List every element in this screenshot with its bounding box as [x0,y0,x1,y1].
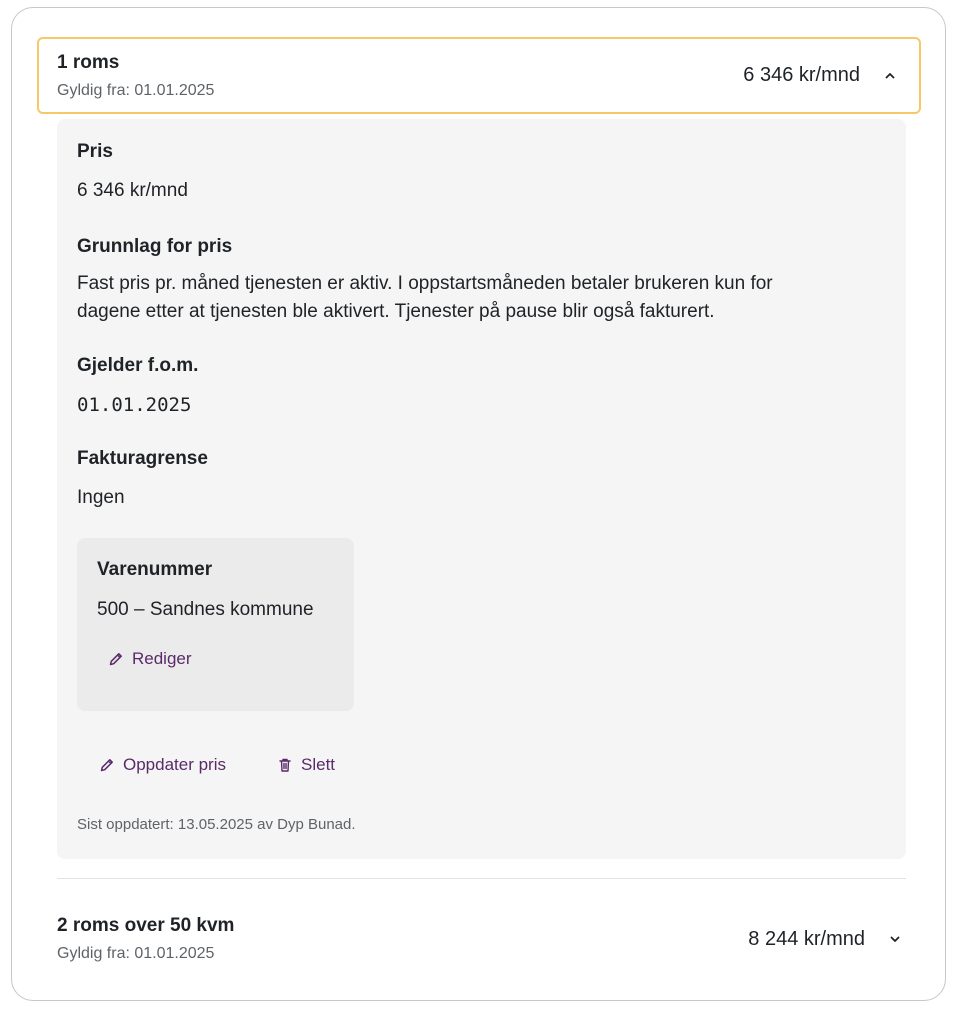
chevron-up-icon[interactable] [884,70,896,82]
item-title: 1 roms [57,51,120,73]
accordion-header-1-roms[interactable] [37,37,921,114]
item-valid-from: Gyldig fra: 01.01.2025 [57,945,215,962]
gjelder-label: Gjelder f.o.m. [77,355,199,376]
oppdater-pris-label: Oppdater pris [123,755,226,774]
accordion-header-text [57,914,234,964]
varenummer-label: Varenummer [97,559,213,580]
slett-label: Slett [301,755,336,774]
grunnlag-label: Grunnlag for pris [77,236,233,257]
item-price: 8 244 kr/mnd [748,927,865,950]
accordion-header-text [57,51,214,101]
pencil-icon [108,651,124,667]
slett-button[interactable] [277,755,335,775]
last-updated-text: Sist oppdatert: 13.05.2025 av Dyp Bunad. [77,816,356,833]
fakturagrense-value: Ingen [77,487,125,508]
item-price: 6 346 kr/mnd [743,64,860,86]
pris-label: Pris [77,141,113,162]
varenummer-value: 500 – Sandnes kommune [97,599,314,620]
varenummer-box [77,538,354,711]
grunnlag-line-2: dagene etter at tjenesten ble aktivert. Tjenester på pause blir også fakturert. [77,301,715,322]
price-list-card [11,7,946,1001]
rediger-button[interactable] [108,649,192,669]
oppdater-pris-button[interactable] [99,755,226,775]
item-title: 2 roms over 50 kvm [57,915,235,936]
trash-icon [277,757,293,773]
chevron-down-icon[interactable] [889,933,901,945]
gjelder-value: 01.01.2025 [77,394,192,416]
accordion-header-right [748,928,901,951]
pencil-icon [99,757,115,773]
pris-value: 6 346 kr/mnd [77,180,188,201]
rediger-label: Rediger [132,649,192,668]
item-valid-from: Gyldig fra: 01.01.2025 [57,81,215,99]
grunnlag-line-1: Fast pris pr. måned tjenesten er aktiv. I oppstartsmåneden betaler brukeren kun for [77,273,773,294]
divider [57,878,906,879]
accordion-header-right [743,64,896,87]
fakturagrense-label: Fakturagrense [77,448,208,469]
accordion-header-2-roms[interactable] [57,905,905,973]
accordion-panel-1-roms [57,119,906,859]
